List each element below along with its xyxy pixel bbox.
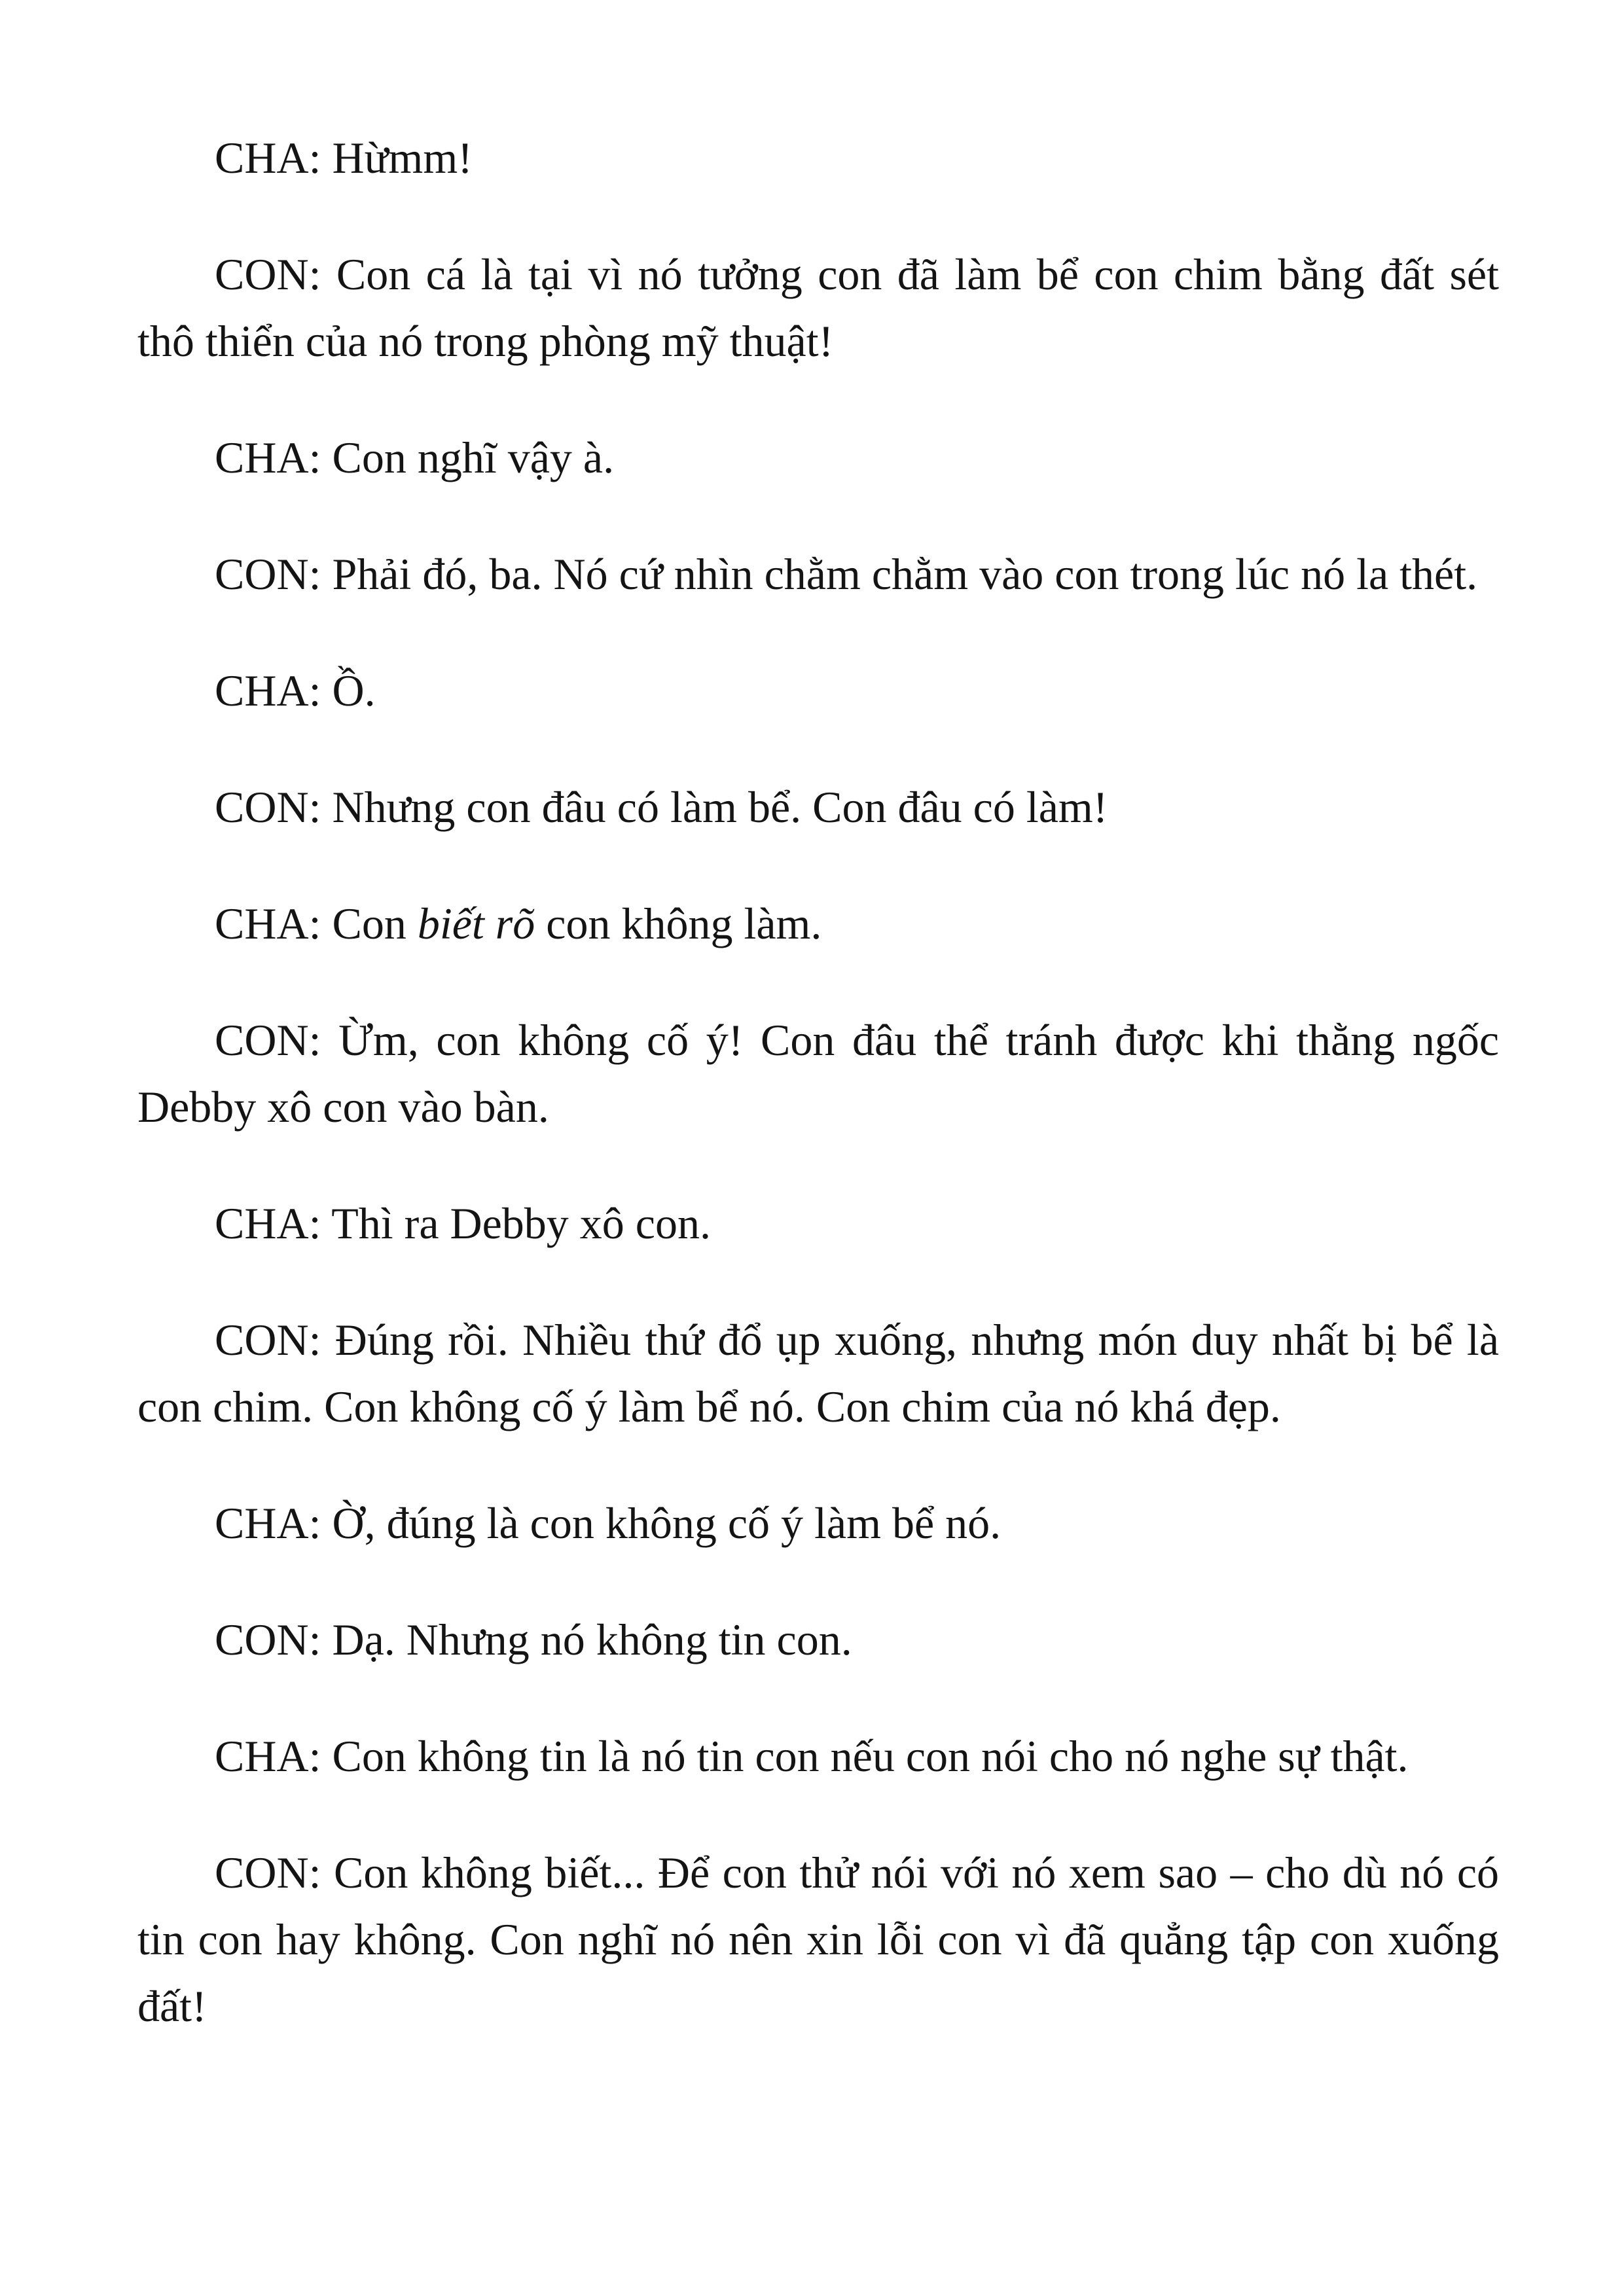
speaker-label: CHA: bbox=[215, 433, 321, 482]
dialogue-text: Con nghĩ vậy à. bbox=[332, 433, 615, 482]
dialogue-text: Hừmm! bbox=[332, 133, 473, 183]
dialogue-paragraph bbox=[137, 1839, 1499, 2039]
document-page bbox=[137, 124, 1499, 2039]
dialogue-text: Con cá là tại vì nó tưởng con đã làm bể con chim bằng đất sét thô thiển của nó trong phòng mỹ thuật! bbox=[137, 249, 1500, 366]
dialogue-paragraph bbox=[137, 124, 1499, 191]
speaker-label: CON: bbox=[215, 1615, 321, 1664]
dialogue-text: Con không tin là nó tin con nếu con nói cho nó nghe sự thật. bbox=[332, 1731, 1409, 1781]
dialogue-paragraph bbox=[137, 1490, 1499, 1556]
dialogue-text: Ừm, con không cố ý! Con đâu thể tránh được khi thằng ngốc Debby xô con vào bàn. bbox=[137, 1015, 1500, 1132]
speaker-label: CON: bbox=[215, 1315, 321, 1365]
dialogue-paragraph bbox=[137, 657, 1499, 724]
dialogue-paragraph bbox=[137, 890, 1499, 957]
speaker-label: CHA: bbox=[215, 666, 321, 715]
dialogue-paragraph bbox=[137, 241, 1499, 374]
speaker-label: CHA: bbox=[215, 1198, 321, 1248]
dialogue-paragraph bbox=[137, 1606, 1499, 1673]
dialogue-paragraph bbox=[137, 1306, 1499, 1440]
speaker-label: CHA: bbox=[215, 1731, 321, 1781]
dialogue-paragraph bbox=[137, 1723, 1499, 1789]
speaker-label: CON: bbox=[215, 549, 321, 599]
speaker-label: CHA: bbox=[215, 1498, 321, 1548]
dialogue-text: Nhưng con đâu có làm bể. Con đâu có làm! bbox=[332, 782, 1108, 832]
dialogue-text: Dạ. Nhưng nó không tin con. bbox=[332, 1615, 852, 1664]
dialogue-paragraph bbox=[137, 424, 1499, 491]
speaker-label: CON: bbox=[215, 1848, 321, 1897]
dialogue-paragraph bbox=[137, 1190, 1499, 1257]
dialogue-text: Con bbox=[332, 899, 406, 948]
dialogue-text: Phải đó, ba. Nó cứ nhìn chằm chằm vào con trong lúc nó la thét. bbox=[332, 549, 1478, 599]
dialogue-paragraph bbox=[137, 774, 1499, 840]
speaker-label: CON: bbox=[215, 249, 321, 299]
speaker-label: CON: bbox=[215, 782, 321, 832]
speaker-label: CHA: bbox=[215, 133, 321, 183]
dialogue-text: Con không biết... Để con thử nói với nó xem sao – cho dù nó có tin con hay không. Con nghĩ nó nên xin lỗi con vì đã quẳng tập con xuống đất! bbox=[137, 1848, 1499, 2031]
dialogue-text: con không làm. bbox=[546, 899, 822, 948]
dialogue-text: Ồ. bbox=[332, 666, 376, 715]
emphasis-text: biết rõ bbox=[417, 899, 535, 948]
dialogue-text: Thì ra Debby xô con. bbox=[331, 1198, 711, 1248]
dialogue-text: Đúng rồi. Nhiều thứ đổ ụp xuống, nhưng món duy nhất bị bể là con chim. Con không cố ý làm bể nó. Con chim của nó khá đẹp. bbox=[137, 1315, 1500, 1431]
dialogue-paragraph bbox=[137, 1007, 1499, 1140]
dialogue-paragraph bbox=[137, 541, 1499, 607]
speaker-label: CHA: bbox=[215, 899, 321, 948]
dialogue-text: Ờ, đúng là con không cố ý làm bể nó. bbox=[332, 1498, 1001, 1548]
speaker-label: CON: bbox=[215, 1015, 321, 1065]
